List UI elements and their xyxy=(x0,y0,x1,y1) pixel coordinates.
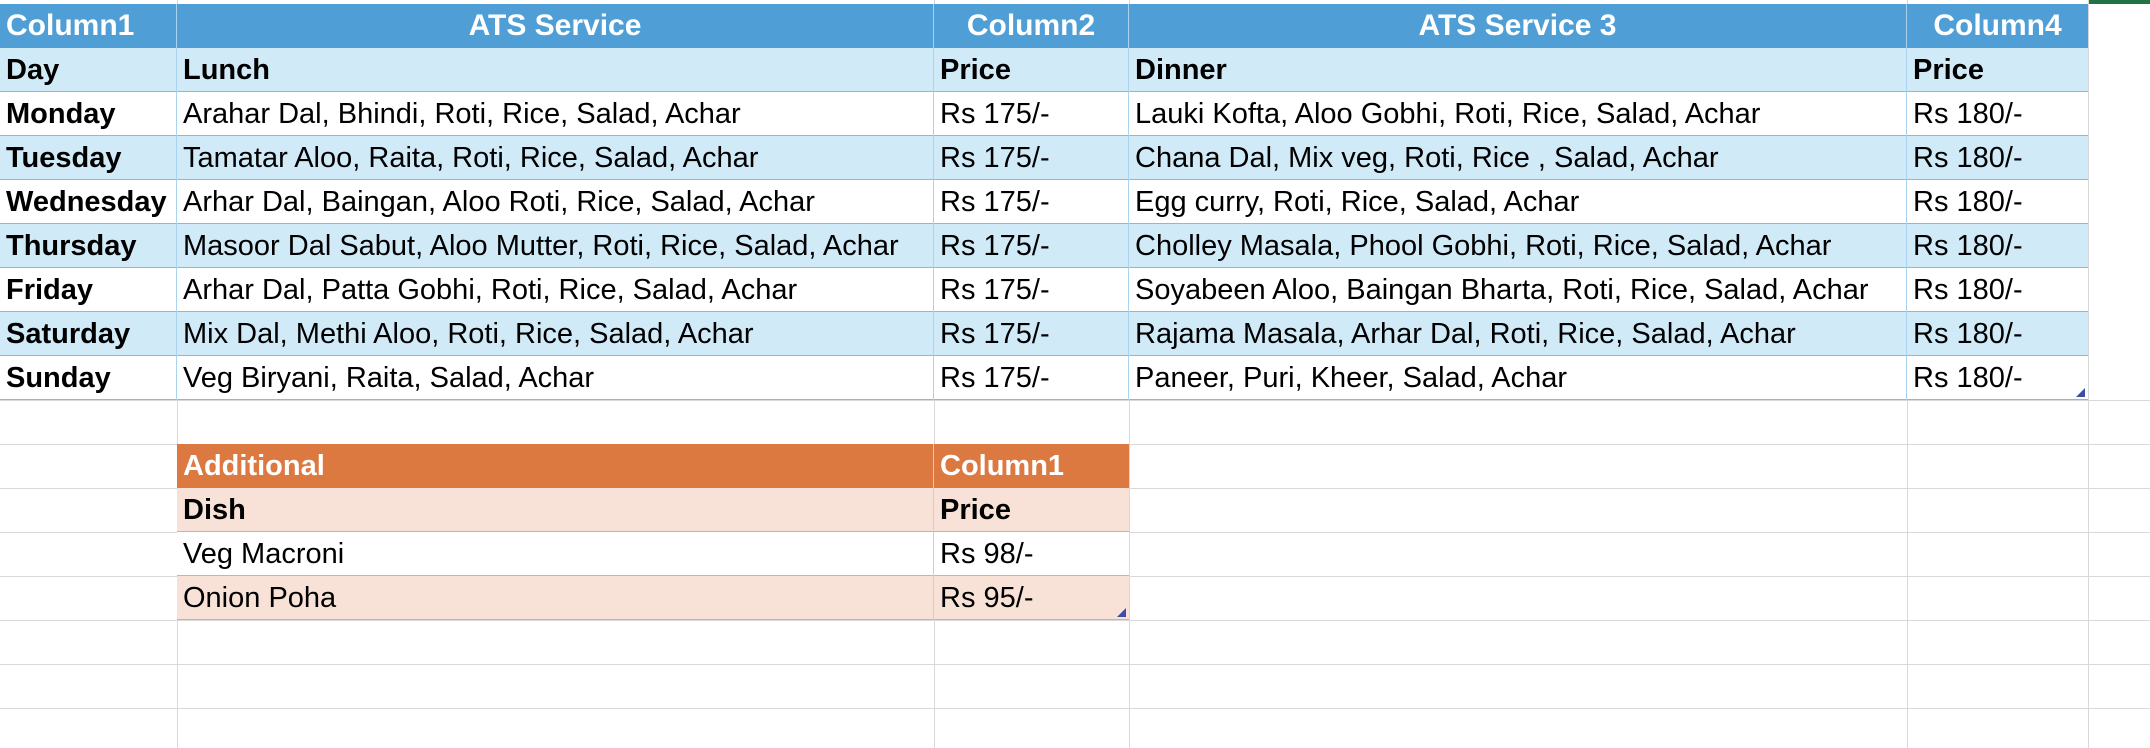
table-cell[interactable]: Rs 180/- xyxy=(1913,185,2023,218)
table-cell[interactable]: Lunch xyxy=(177,48,934,92)
table-cell[interactable]: Price xyxy=(1913,53,1984,86)
header-cell[interactable]: Column2 xyxy=(934,4,1129,48)
table-cell[interactable]: Cholley Masala, Phool Gobhi, Roti, Rice, Salad, Achar xyxy=(1129,224,1907,268)
table-row xyxy=(0,268,2088,312)
table-cell[interactable]: Mix Dal, Methi Aloo, Roti, Rice, Salad, Achar xyxy=(177,312,934,356)
gridline xyxy=(0,708,2150,709)
table-cell[interactable]: Rs 175/- xyxy=(934,356,1129,400)
table-cell[interactable]: Day xyxy=(0,48,177,92)
table-cell[interactable]: Tamatar Aloo, Raita, Roti, Rice, Salad, Achar xyxy=(177,136,934,180)
table-cell[interactable]: Masoor Dal Sabut, Aloo Mutter, Roti, Rice, Salad, Achar xyxy=(177,224,934,268)
table-row xyxy=(0,92,2088,136)
table-cell[interactable]: Soyabeen Aloo, Baingan Bharta, Roti, Rice, Salad, Achar xyxy=(1129,268,1907,312)
table-cell[interactable]: Rs 175/- xyxy=(934,268,1129,312)
table-row xyxy=(0,356,2088,400)
gridline xyxy=(0,400,2150,401)
table-cell[interactable]: Thursday xyxy=(0,224,177,268)
table-subheader-row xyxy=(0,48,2088,92)
table-cell[interactable]: Price xyxy=(940,493,1011,526)
table-cell[interactable]: Arhar Dal, Patta Gobhi, Roti, Rice, Salad, Achar xyxy=(177,268,934,312)
header-cell[interactable]: Column1 xyxy=(940,449,1065,482)
table-cell[interactable]: Wednesday xyxy=(0,180,177,224)
table-row xyxy=(0,136,2088,180)
gridline xyxy=(0,620,2150,621)
table-cell[interactable]: Arhar Dal, Baingan, Aloo Roti, Rice, Salad, Achar xyxy=(177,180,934,224)
header-cell[interactable]: Column1 xyxy=(0,4,177,48)
table-cell[interactable]: Rs 175/- xyxy=(934,224,1129,268)
selected-column-indicator xyxy=(2088,0,2150,4)
table-cell[interactable]: Rs 180/- xyxy=(1913,229,2023,262)
table-subheader-row xyxy=(177,488,1129,532)
table-cell[interactable]: Rs 95/- xyxy=(940,581,1034,614)
header-cell[interactable]: Column4 xyxy=(1933,9,2062,42)
table-cell[interactable]: Rs 175/- xyxy=(934,92,1129,136)
table-cell[interactable]: Dish xyxy=(177,488,934,532)
table-cell[interactable]: Friday xyxy=(0,268,177,312)
table-cell[interactable]: Egg curry, Roti, Rice, Salad, Achar xyxy=(1129,180,1907,224)
header-cell[interactable]: ATS Service 3 xyxy=(1129,4,1907,48)
table-cell[interactable]: Rs 180/- xyxy=(1913,273,2023,306)
table-cell[interactable]: Dinner xyxy=(1129,48,1907,92)
table-cell[interactable]: Veg Macroni xyxy=(177,532,934,576)
table-row xyxy=(0,312,2088,356)
gridline xyxy=(2088,0,2089,748)
table-header-row xyxy=(177,444,1129,488)
table-cell[interactable]: Sunday xyxy=(0,356,177,400)
table-row xyxy=(0,224,2088,268)
table-cell[interactable]: Rs 175/- xyxy=(934,180,1129,224)
table-cell[interactable]: Price xyxy=(934,48,1129,92)
table-cell[interactable]: Onion Poha xyxy=(177,576,934,620)
table-cell[interactable]: Tuesday xyxy=(0,136,177,180)
table-cell[interactable]: Rs 180/- xyxy=(1913,141,2023,174)
table-cell[interactable]: Lauki Kofta, Aloo Gobhi, Roti, Rice, Salad, Achar xyxy=(1129,92,1907,136)
gridline xyxy=(0,664,2150,665)
table-cell[interactable]: Monday xyxy=(0,92,177,136)
table-cell[interactable]: Rs 180/- xyxy=(1913,361,2023,394)
table-header-row xyxy=(0,4,2088,48)
table-cell[interactable]: Rs 180/- xyxy=(1913,317,2023,350)
table-cell[interactable]: Rs 175/- xyxy=(934,136,1129,180)
table-cell[interactable]: Rs 175/- xyxy=(934,312,1129,356)
table-row xyxy=(177,532,1129,576)
table-cell[interactable]: Rajama Masala, Arhar Dal, Roti, Rice, Salad, Achar xyxy=(1129,312,1907,356)
table-row xyxy=(0,180,2088,224)
table-cell[interactable]: Rs 180/- xyxy=(1913,97,2023,130)
table-cell[interactable]: Veg Biryani, Raita, Salad, Achar xyxy=(177,356,934,400)
header-cell[interactable]: Additional xyxy=(177,444,934,488)
table-cell[interactable]: Rs 98/- xyxy=(940,537,1034,570)
header-cell[interactable]: ATS Service xyxy=(177,4,934,48)
table-cell[interactable]: Paneer, Puri, Kheer, Salad, Achar xyxy=(1129,356,1907,400)
table-cell[interactable]: Chana Dal, Mix veg, Roti, Rice , Salad, Achar xyxy=(1129,136,1907,180)
table-cell[interactable]: Saturday xyxy=(0,312,177,356)
table-cell[interactable]: Arahar Dal, Bhindi, Roti, Rice, Salad, Achar xyxy=(177,92,934,136)
table-row xyxy=(177,576,1129,620)
